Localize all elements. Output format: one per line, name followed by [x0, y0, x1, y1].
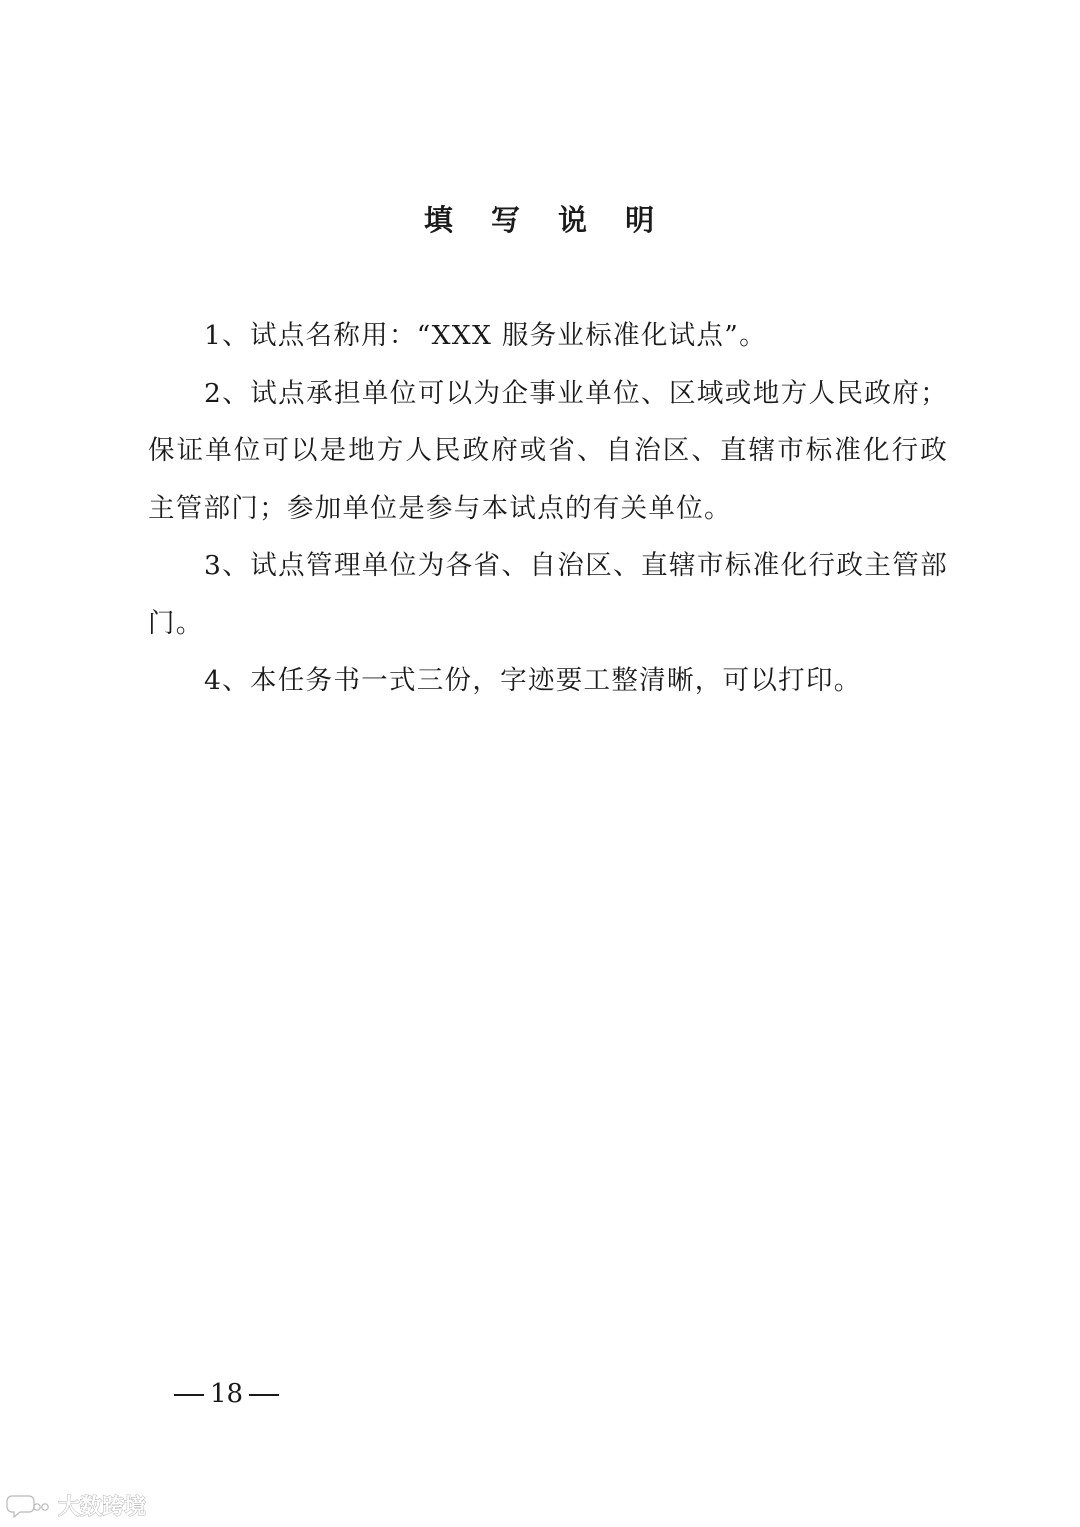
instruction-item-2: 2、试点承担单位可以为企事业单位、区域或地方人民政府；保证单位可以是地方人民政府或省、自治区、直辖市标准化行政主管部门；参加单位是参与本试点的有关单位。	[148, 377, 948, 524]
page-title: 填 写 说 明	[423, 203, 669, 237]
page-number-value: 18	[210, 1379, 244, 1409]
dash-left-icon	[174, 1394, 204, 1396]
instruction-item-1: 1、试点名称用：“XXX 服务业标准化试点”。	[204, 320, 767, 351]
watermark-text-graphic	[58, 1491, 178, 1521]
watermark-text: 大数跨境	[58, 1495, 147, 1520]
instruction-item-4: 4、本任务书一式三份，字迹要工整清晰，可以打印。	[204, 665, 862, 696]
instructions-body	[148, 307, 948, 710]
dash-right-icon	[249, 1394, 279, 1396]
instruction-item-3: 3、试点管理单位为各省、自治区、直辖市标准化行政主管部门。	[148, 550, 948, 639]
watermark	[6, 1490, 178, 1522]
speech-bubble-logo-icon	[6, 1493, 52, 1519]
page-number	[168, 1379, 285, 1409]
